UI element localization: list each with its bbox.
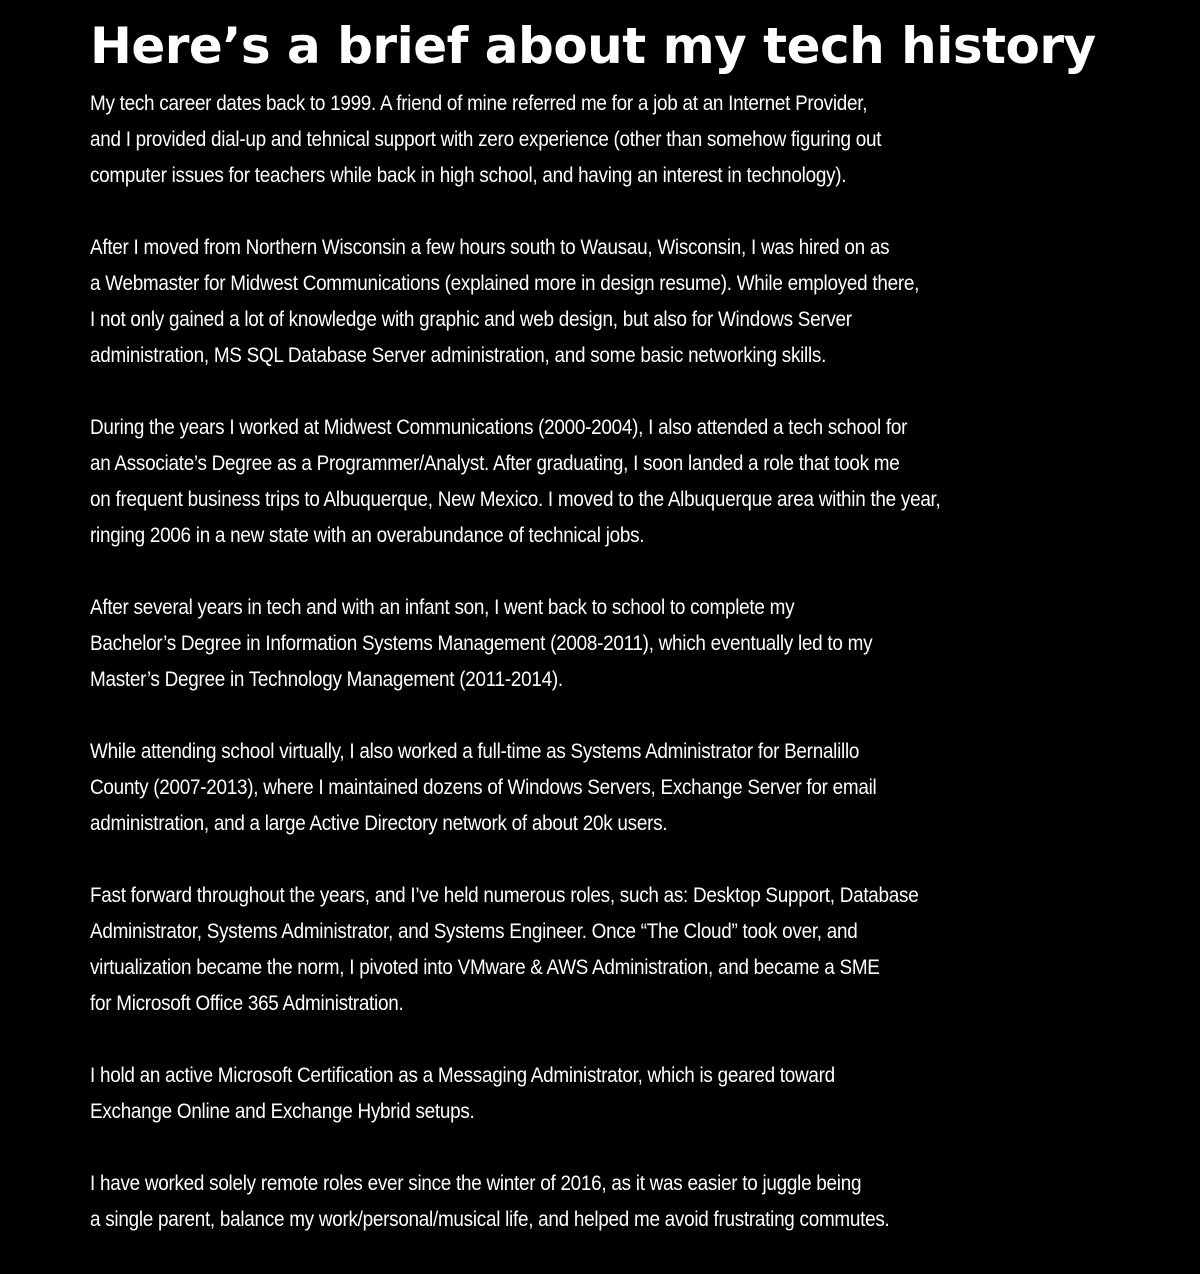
- paragraph-line: My tech career dates back to 1999. A friend of mine referred me for a job at an Internet Provider,: [90, 92, 868, 115]
- paragraph-line: ringing 2006 in a new state with an overabundance of technical jobs.: [90, 524, 645, 547]
- paragraph-2: [90, 230, 1190, 374]
- paragraph-line: virtualization became the norm, I pivoted into VMware & AWS Administration, and became a SME: [90, 956, 880, 979]
- paragraph-line: administration, MS SQL Database Server administration, and some basic networking skills.: [90, 344, 827, 367]
- tech-history-document: [90, 14, 1190, 1238]
- paragraph-line: Fast forward throughout the years, and I’ve held numerous roles, such as: Desktop Support, Database: [90, 884, 919, 907]
- paragraph-line: on frequent business trips to Albuquerque, New Mexico. I moved to the Albuquerque area within the year,: [90, 488, 941, 511]
- paragraph-line: After I moved from Northern Wisconsin a few hours south to Wausau, Wisconsin, I was hired on as: [90, 236, 890, 259]
- paragraph-line: Master’s Degree in Technology Management (2011-2014).: [90, 668, 563, 691]
- paragraph-line: After several years in tech and with an infant son, I went back to school to complete my: [90, 596, 795, 619]
- paragraph-line: County (2007-2013), where I maintained dozens of Windows Servers, Exchange Server for email: [90, 776, 877, 799]
- paragraph-line: for Microsoft Office 365 Administration.: [90, 992, 404, 1015]
- paragraph-line: I have worked solely remote roles ever since the winter of 2016, as it was easier to juggle being: [90, 1172, 862, 1195]
- paragraph-line: administration, and a large Active Directory network of about 20k users.: [90, 812, 668, 835]
- paragraph-line: I not only gained a lot of knowledge with graphic and web design, but also for Windows Server: [90, 308, 852, 331]
- paragraph-line: an Associate’s Degree as a Programmer/Analyst. After graduating, I soon landed a role that took me: [90, 452, 900, 475]
- paragraph-line: computer issues for teachers while back in high school, and having an interest in technology).: [90, 164, 847, 187]
- paragraph-5: [90, 734, 1190, 842]
- paragraph-line: a single parent, balance my work/personal/musical life, and helped me avoid frustrating commutes.: [90, 1208, 890, 1231]
- paragraph-4: [90, 590, 1190, 698]
- page-title: Here’s a brief about my tech history: [90, 17, 1096, 75]
- paragraph-line: a Webmaster for Midwest Communications (explained more in design resume). While employed there,: [90, 272, 920, 295]
- paragraph-line: Exchange Online and Exchange Hybrid setups.: [90, 1100, 475, 1123]
- paragraph-list: [90, 86, 1190, 1238]
- paragraph-line: Administrator, Systems Administrator, and Systems Engineer. Once “The Cloud” took over, and: [90, 920, 858, 943]
- paragraph-line: While attending school virtually, I also worked a full-time as Systems Administrator for Bernalillo: [90, 740, 860, 763]
- paragraph-line: Bachelor’s Degree in Information Systems Management (2008-2011), which eventually led to my: [90, 632, 873, 655]
- paragraph-line: I hold an active Microsoft Certification as a Messaging Administrator, which is geared toward: [90, 1064, 835, 1087]
- paragraph-8: [90, 1166, 1190, 1238]
- paragraph-1: [90, 86, 1190, 194]
- paragraph-6: [90, 878, 1190, 1022]
- paragraph-3: [90, 410, 1190, 554]
- paragraph-line: During the years I worked at Midwest Communications (2000-2004), I also attended a tech school for: [90, 416, 908, 439]
- paragraph-7: [90, 1058, 1190, 1130]
- paragraph-line: and I provided dial-up and tehnical support with zero experience (other than somehow figuring out: [90, 128, 882, 151]
